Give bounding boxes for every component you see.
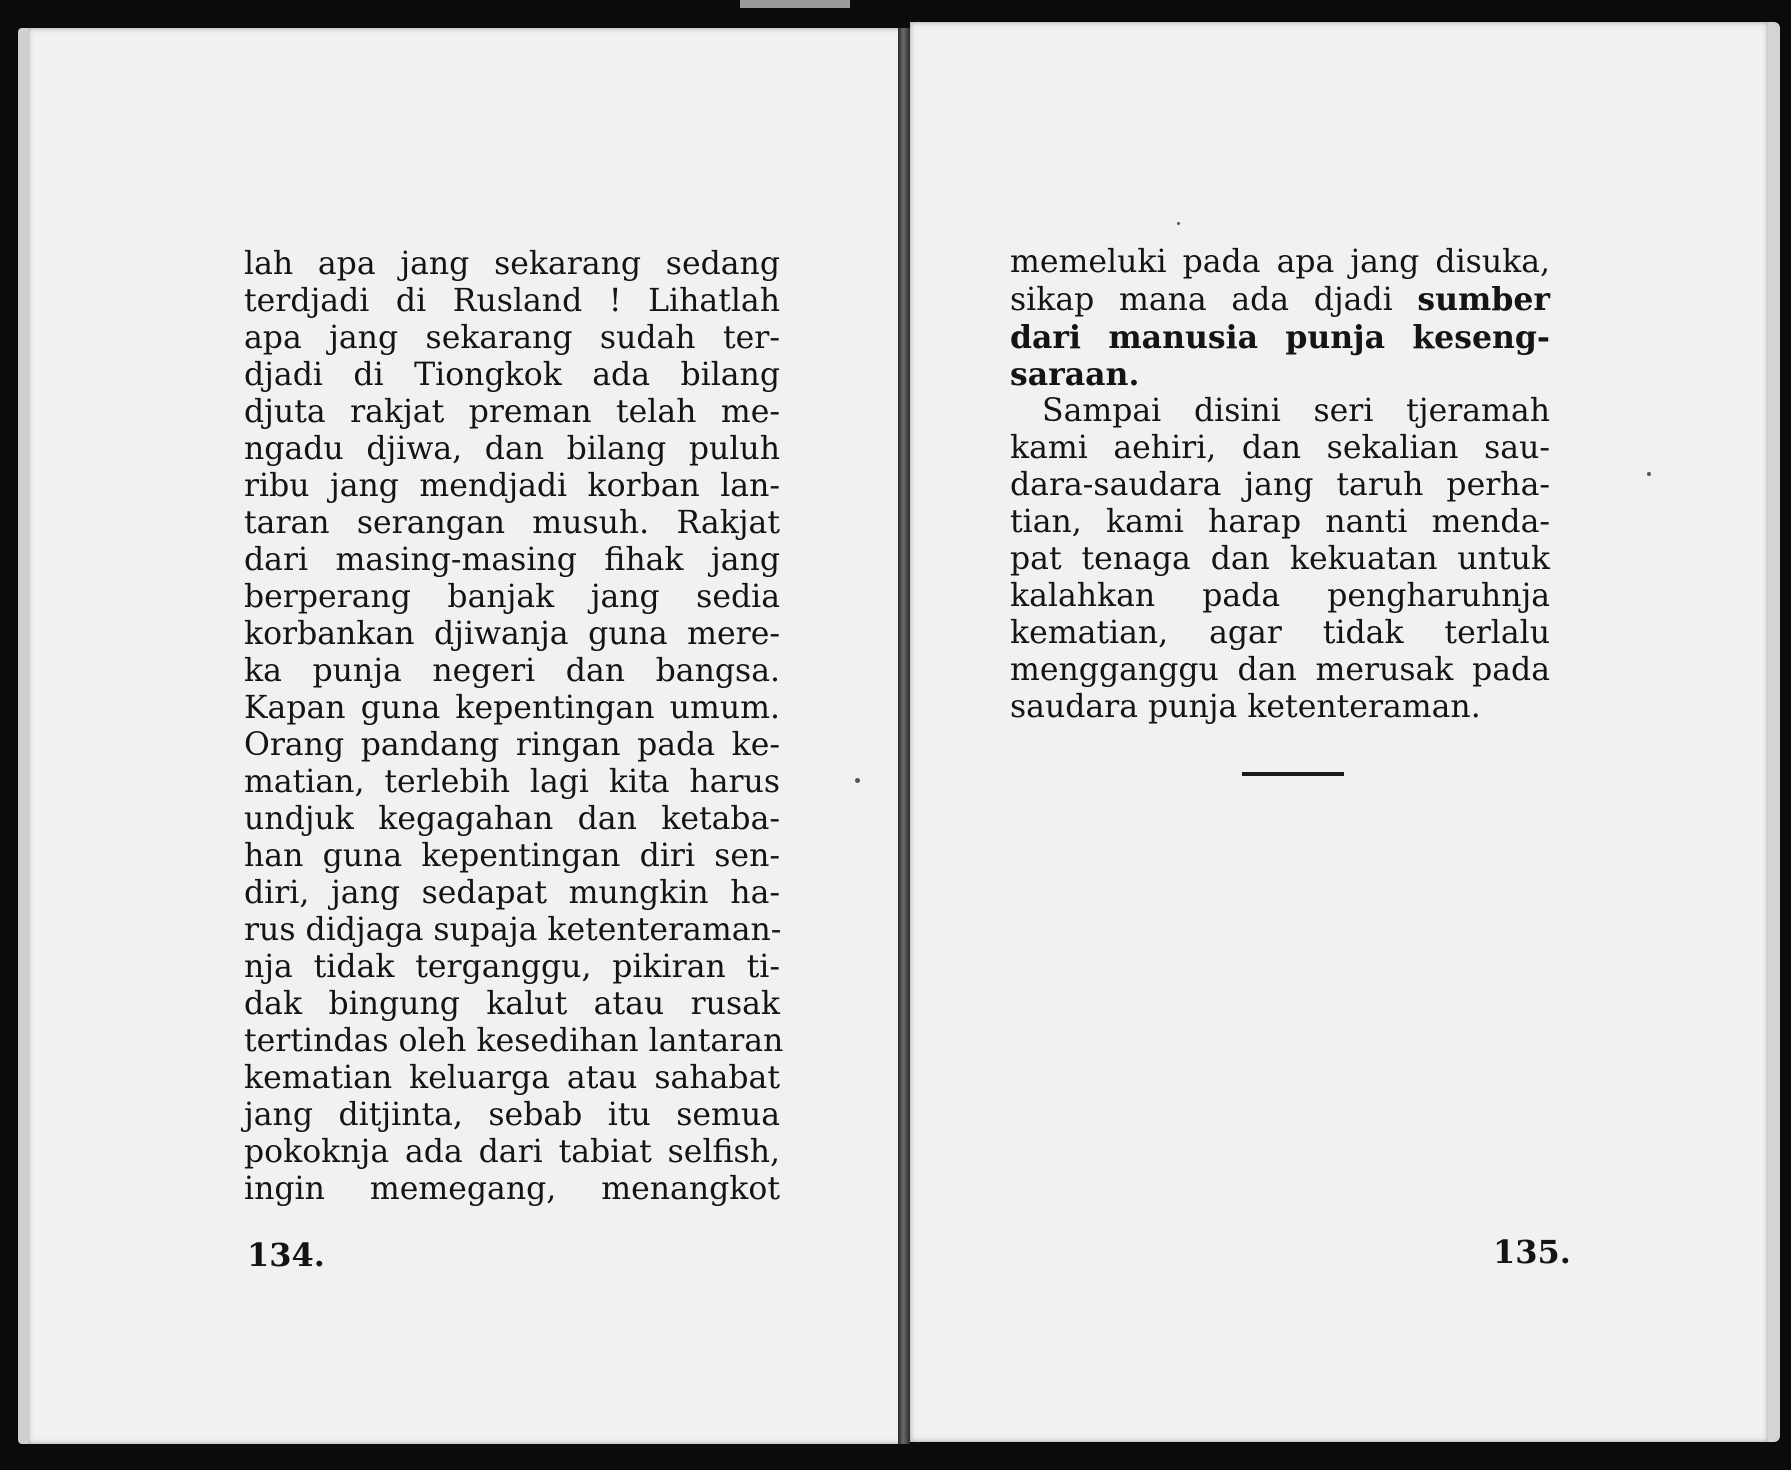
dust-speck — [1647, 472, 1651, 476]
text-span: sikap mana ada djadi — [1010, 282, 1418, 318]
left-page-text — [244, 246, 784, 1208]
text-line: apa jang sekarang sudah ter- — [244, 320, 780, 356]
text-line: nja tidak terganggu, pikiran ti- — [244, 949, 780, 985]
text-line: djadi di Tiongkok ada bilang — [244, 357, 780, 393]
page-number-left: 134. — [247, 1236, 325, 1274]
text-line: kami aehiri, dan sekalian sau- — [1010, 430, 1550, 466]
right-page-text — [1010, 244, 1550, 726]
text-line: taran serangan musuh. Rakjat — [244, 505, 780, 541]
text-line: Orang pandang ringan pada ke- — [244, 727, 780, 763]
text-line: diri, jang sedapat mungkin ha- — [244, 875, 780, 911]
text-line: tertindas oleh kesedihan lantaran — [244, 1023, 784, 1059]
bold-text: sumber — [1417, 281, 1550, 318]
text-line: rus didjaga supaja ketenteraman- — [244, 912, 782, 948]
text-line: terdjadi di Rusland ! Lihatlah — [244, 283, 780, 319]
book-gutter — [898, 28, 910, 1444]
text-line: korbankan djiwanja guna mere- — [244, 616, 780, 652]
dust-speck — [1177, 222, 1180, 225]
text-line: dari masing-masing fihak jang — [244, 542, 780, 578]
text-line: kematian, agar tidak terlalu — [1010, 615, 1550, 651]
text-line: pokoknja ada dari tabiat selfish, — [244, 1134, 780, 1170]
text-line: matian, terlebih lagi kita harus — [244, 764, 780, 800]
text-line: kalahkan pada pengharuhnja — [1010, 578, 1550, 614]
text-line: ingin memegang, menangkot — [244, 1171, 780, 1207]
text-line: ka punja negeri dan bangsa. — [244, 653, 780, 689]
text-line: dari manusia punja keseng- — [1010, 319, 1550, 356]
text-line: saudara punja ketenteraman. — [1010, 689, 1481, 725]
text-line: memeluki pada apa jang disuka, — [1010, 244, 1550, 280]
right-page — [910, 22, 1780, 1442]
text-line: Sampai disini seri tjeramah — [1042, 393, 1550, 429]
text-line: berperang banjak jang sedia — [244, 579, 780, 615]
page-number-right: 135. — [1493, 1233, 1571, 1271]
text-line: djuta rakjat preman telah me- — [244, 394, 780, 430]
text-line: kematian keluarga atau sahabat — [244, 1060, 780, 1096]
text-line: ngadu djiwa, dan bilang puluh — [244, 431, 780, 467]
text-line: pat tenaga dan kekuatan untuk — [1010, 541, 1550, 577]
text-line: lah apa jang sekarang sedang — [244, 246, 780, 282]
text-line: undjuk kegagahan dan ketaba- — [244, 801, 780, 837]
text-line: han guna kepentingan diri sen- — [244, 838, 780, 874]
text-line: dak bingung kalut atau rusak — [244, 986, 780, 1022]
text-line: jang ditjinta, sebab itu semua — [244, 1097, 780, 1133]
text-line: tian, kami harap nanti menda- — [1010, 504, 1550, 540]
text-line: mengganggu dan merusak pada — [1010, 652, 1550, 688]
scanner-tab — [740, 0, 850, 8]
text-line — [1010, 281, 1550, 319]
text-line: saraan. — [1010, 356, 1140, 393]
dust-speck — [855, 778, 860, 783]
text-line: ribu jang mendjadi korban lan- — [244, 468, 780, 504]
text-line: dara-saudara jang taruh perha- — [1010, 467, 1550, 503]
section-divider — [1242, 772, 1344, 776]
text-line: Kapan guna kepentingan umum. — [244, 690, 780, 726]
